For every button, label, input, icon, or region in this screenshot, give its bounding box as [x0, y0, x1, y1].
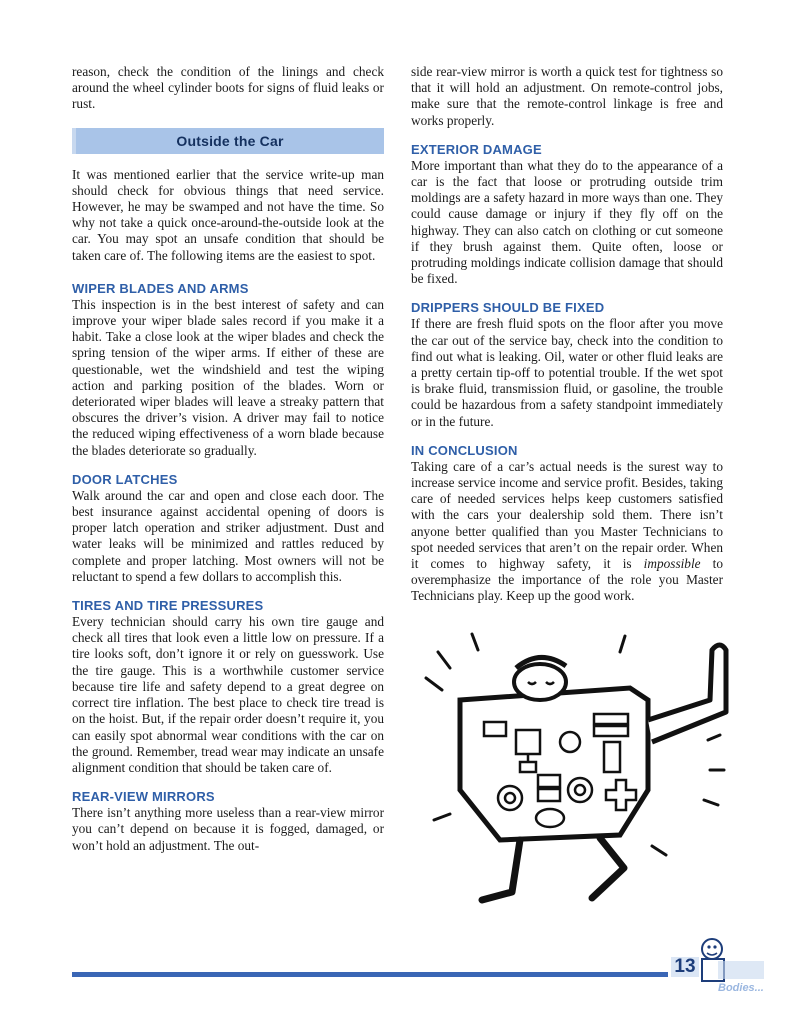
left-column — [72, 64, 384, 854]
section-body: If there are fresh fluid spots on the floor after you move the car out of the service bay, check into the condition to find out what is leaking. Oil, water or other fluid leaks are a pretty certain tip-off to potential trouble. If the wet spot is brake fluid, transmission fluid, or gasoline, the trouble could be hazardous from a safety standpoint immediately or in the future. — [411, 316, 723, 429]
banner-title: Outside the Car — [176, 132, 284, 149]
conclusion-paragraph — [411, 459, 723, 605]
section-heading: REAR-VIEW MIRRORS — [72, 789, 215, 805]
section-heading: DRIPPERS SHOULD BE FIXED — [411, 300, 605, 316]
section-heading: DOOR LATCHES — [72, 471, 178, 487]
footer-rule — [72, 972, 668, 977]
section-body: This inspection is in the best interest of safety and can improve your wiper blade sales record if you make it a habit. Take a close look at the wiper blades and check the spring tension of the wiper arms. If either of these are questionable, wet the windshield and test the wiping action and parking position of the blades. Worn or deteriorated wiper blades will leave a streaky pattern that obscures the driver’s vision. A driver may fail to notice the reduced wiping effectiveness of a worn blade because the blades deteriorate so gradually. — [72, 296, 384, 458]
section-banner — [72, 128, 384, 154]
continued-paragraph: side rear-view mirror is worth a quick test for tightness so that it will hold an adjustment. On remote-control jobs, make sure that the remote-control linkage is free and works properly. — [411, 64, 723, 128]
section-body: There isn’t anything more useless than a rear-view mirror you can’t depend on because it is fogged, damaged, or won’t hold an adjustment. The out- — [72, 805, 384, 853]
section-heading: WIPER BLADES AND ARMS — [72, 280, 249, 296]
section-body: Every technician should carry his own tire gauge and check all tires that look even a little low on pressure. If a tire looks soft, don’t ignore it or rely on guesswork. Use the tire gauge. This is a worthwhile customer service because tire life and safety depend to a great degree on correct tire inflation. The best place to check tire tread is on the hoist. But, if the repair order doesn’t require it, you can easily spot abnormal wear conditions with the car on the ground. Remember, tread wear may indicate an unsafe alignment condition that should be taken care of. — [72, 614, 384, 775]
conclusion-text-b: to overemphasize the importance of the role you Master Technicians play. Keep up the good work. — [411, 556, 724, 604]
section-body: Walk around the car and open and close each door. The best insurance against accidental opening of doors is proper latch operation and striker adjustment. Dust and water leaks will be minimized and rattles reduced by complete and proper latching. Most owners will not be reluctant to spend a few dollars to accomplish this. — [72, 487, 384, 584]
page-number: 13 — [671, 957, 699, 977]
section-heading: IN CONCLUSION — [411, 442, 518, 458]
intro-paragraph: reason, check the condition of the linings and check around the wheel cylinder boots for signs of fluid leaks or rust. — [72, 64, 384, 112]
logo-text: Bodies... — [718, 982, 764, 994]
outside-paragraph: It was mentioned earlier that the service write-up man should check for obvious things that need service. However, he may be swamped and not have the time. So why not take a quick once-around-the-outside look at the car. You may spot an unsafe condition that should be taken care of. The following items are the easiest to spot. — [72, 166, 384, 263]
technician-with-medals-cartoon-icon — [420, 630, 740, 930]
section-body: More important than what they do to the appearance of a car is the fact that loose or protruding outside trim moldings are a safety hazard in more ways than one. They could cause damage or injury if they fly off on the highway. They can also catch on clothing or cut someone if they brush against them. Quite often, loose or protruding moldings indicate collision damage that should be fixed. — [411, 157, 723, 287]
conclusion-emphasis: impossible — [643, 556, 701, 572]
section-heading: TIRES AND TIRE PRESSURES — [72, 598, 264, 614]
right-column — [411, 64, 723, 605]
conclusion-text-a: Taking care of a car’s actual needs is the surest way to increase service income and service profit. Besides, taking care of needed services helps keep customers satisfied with the cars your dealership sold them. There isn’t anyone better qualified than you Master Technicians to spot needed services that aren’t on the repair order. When it comes to highway safety, it is — [411, 458, 723, 572]
section-heading: EXTERIOR DAMAGE — [411, 141, 542, 157]
